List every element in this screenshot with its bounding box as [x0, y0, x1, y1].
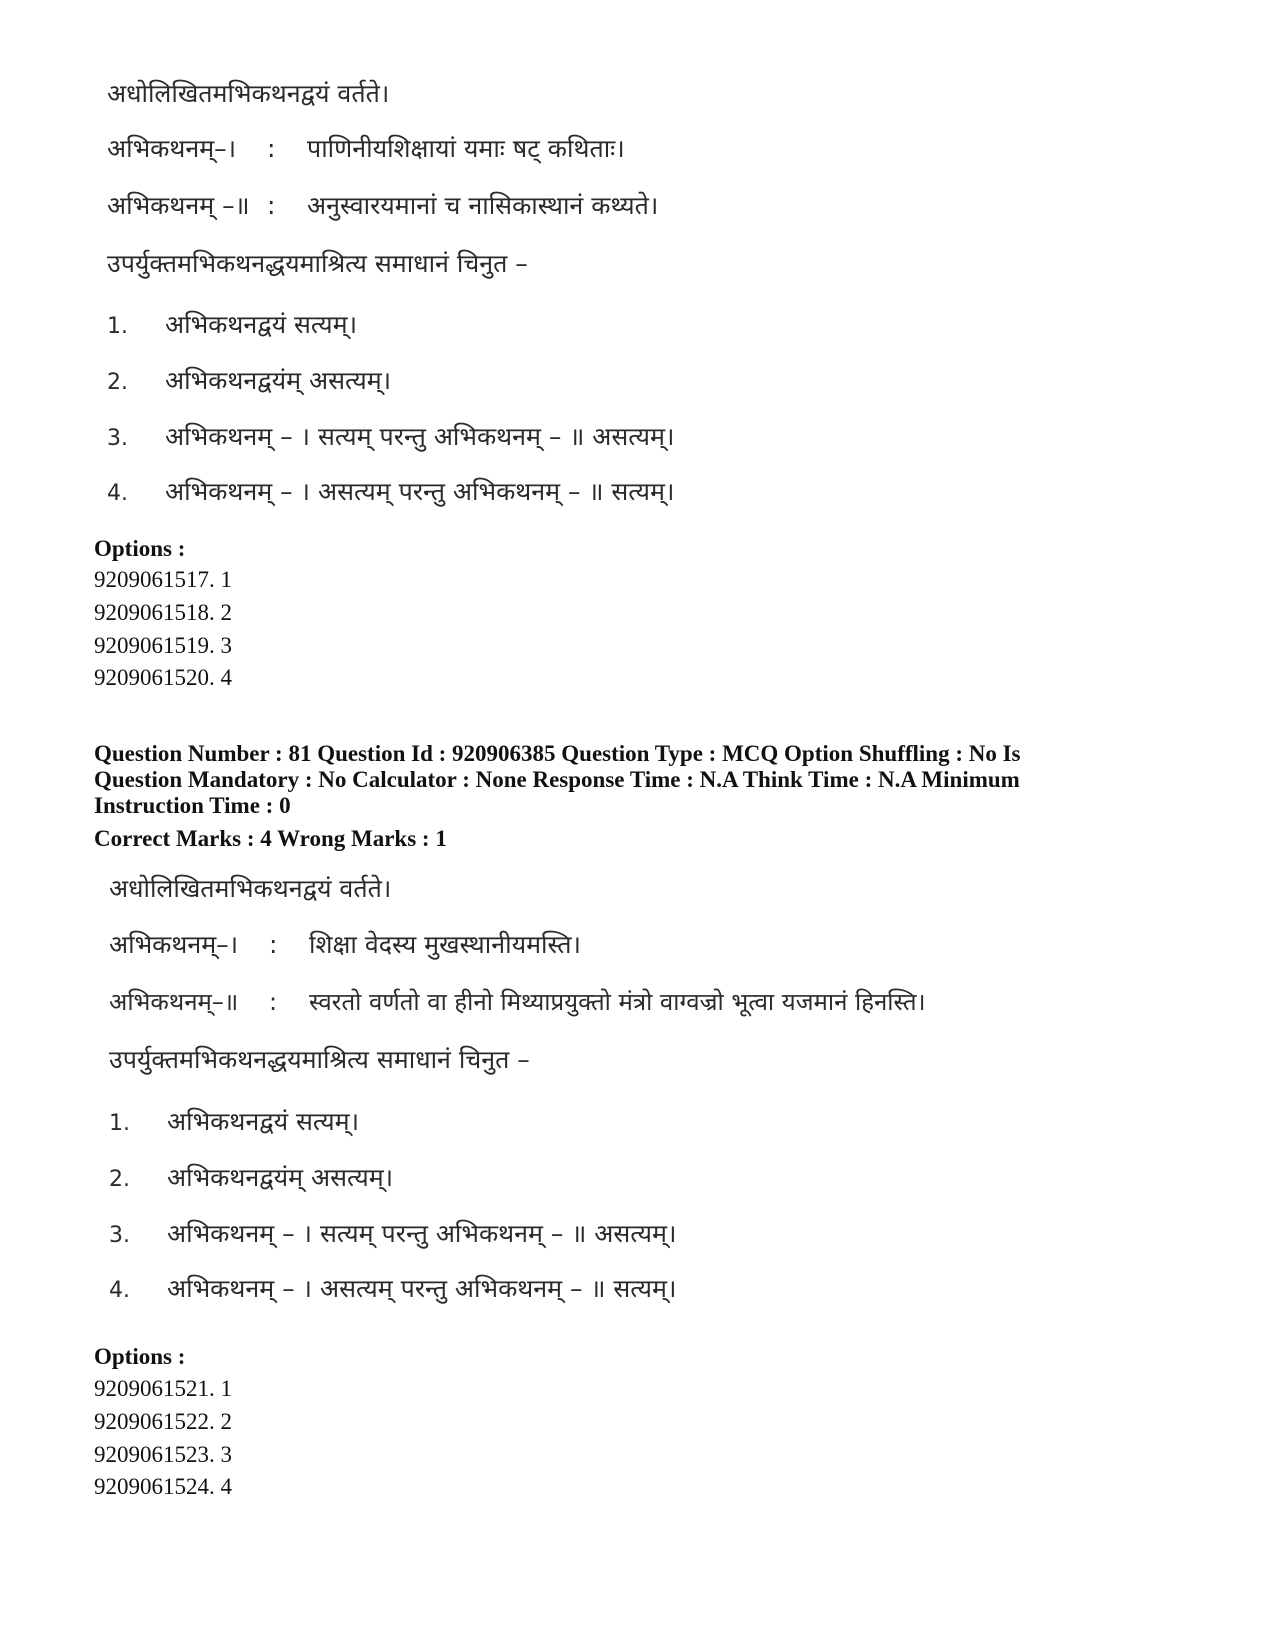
choice-text: अभिकथनद्वयंम् असत्यम्।: [165, 366, 392, 395]
statement-colon: :: [267, 134, 276, 163]
q81-prompt: उपर्युक्तमभिकथनद्धयमाश्रित्य समाधानं चिनुत –: [109, 1045, 530, 1074]
q80-choice-2: [107, 365, 391, 399]
q81-choice-3: [109, 1218, 676, 1252]
choice-text: अभिकथनद्वयं सत्यम्।: [167, 1107, 360, 1136]
q81-meta-line-2: Question Mandatory : No Calculator : None Response Time : N.A Think Time : N.A Minimum: [94, 767, 1020, 792]
choice-number: 1.: [109, 1111, 130, 1136]
q81-marks: Correct Marks : 4 Wrong Marks : 1: [94, 826, 447, 851]
q81-choice-4: [109, 1273, 676, 1307]
choice-number: 3.: [107, 426, 128, 451]
q80-choice-1: [107, 309, 357, 343]
q80-statement-1: [107, 133, 625, 165]
q80-option-4: 9209061520. 4: [94, 665, 232, 690]
choice-text: अभिकथनम् – । असत्यम् परन्तु अभिकथनम् – ॥ सत्यम्।: [165, 477, 675, 506]
q80-option-1: 9209061517. 1: [94, 567, 232, 592]
q81-option-1: 9209061521. 1: [94, 1376, 232, 1401]
choice-number: 3.: [109, 1223, 130, 1248]
q80-option-2: 9209061518. 2: [94, 600, 232, 625]
choice-text: अभिकथनम् – । सत्यम् परन्तु अभिकथनम् – ॥ असत्यम्।: [167, 1219, 677, 1248]
q81-option-4: 9209061524. 4: [94, 1474, 232, 1499]
q80-choice-4: [107, 476, 674, 510]
q80-option-3: 9209061519. 3: [94, 633, 232, 658]
q81-choice-2: [109, 1162, 393, 1196]
statement-colon: :: [267, 191, 276, 220]
q81-option-2: 9209061522. 2: [94, 1409, 232, 1434]
choice-number: 4.: [107, 481, 128, 506]
choice-text: अभिकथनम् – । सत्यम् परन्तु अभिकथनम् – ॥ असत्यम्।: [165, 422, 675, 451]
q80-prompt: उपर्युक्तमभिकथनद्धयमाश्रित्य समाधानं चिनुत –: [107, 249, 528, 278]
q81-meta-line-3: Instruction Time : 0: [94, 793, 291, 818]
q80-options-heading: Options :: [94, 536, 186, 561]
statement-label: अभिकथनम्–।: [107, 134, 237, 163]
choice-text: अभिकथनद्वयंम् असत्यम्।: [167, 1163, 394, 1192]
statement-label: अभिकथनम् –॥: [107, 191, 250, 220]
q81-options-heading: Options :: [94, 1344, 186, 1369]
statement-colon: :: [269, 988, 278, 1016]
statement-text: शिक्षा वेदस्य मुखस्थानीयमस्ति।: [309, 930, 581, 959]
q81-choice-1: [109, 1106, 359, 1140]
q80-statement-2: [107, 190, 658, 222]
q80-choice-3: [107, 421, 674, 455]
q81-meta-line-1: Question Number : 81 Question Id : 920906385 Question Type : MCQ Option Shuffling : No Is: [94, 741, 1021, 766]
q80-intro: अधोलिखितमभिकथनद्वयं वर्तते।: [107, 79, 390, 108]
q81-statement-2: [109, 986, 926, 1018]
statement-text: पाणिनीयशिक्षायां यमाः षट् कथिताः।: [307, 134, 625, 163]
choice-number: 4.: [109, 1278, 130, 1303]
q81-statement-1: [109, 929, 581, 961]
statement-label: अभिकथनम्–॥: [109, 988, 239, 1016]
choice-text: अभिकथनद्वयं सत्यम्।: [165, 310, 358, 339]
choice-text: अभिकथनम् – । असत्यम् परन्तु अभिकथनम् – ॥ सत्यम्।: [167, 1274, 677, 1303]
statement-text: स्वरतो वर्णतो वा हीनो मिथ्याप्रयुक्तो मंत्रो वाग्वज्रो भूत्वा यजमानं हिनस्ति।: [309, 988, 926, 1016]
choice-number: 1.: [107, 314, 128, 339]
choice-number: 2.: [109, 1167, 130, 1192]
statement-label: अभिकथनम्–।: [109, 930, 239, 959]
q81-intro: अधोलिखितमभिकथनद्वयं वर्तते।: [109, 874, 392, 903]
statement-colon: :: [269, 930, 278, 959]
q81-option-3: 9209061523. 3: [94, 1442, 232, 1467]
choice-number: 2.: [107, 370, 128, 395]
statement-text: अनुस्वारयमानां च नासिकास्थानं कथ्यते।: [307, 191, 659, 220]
